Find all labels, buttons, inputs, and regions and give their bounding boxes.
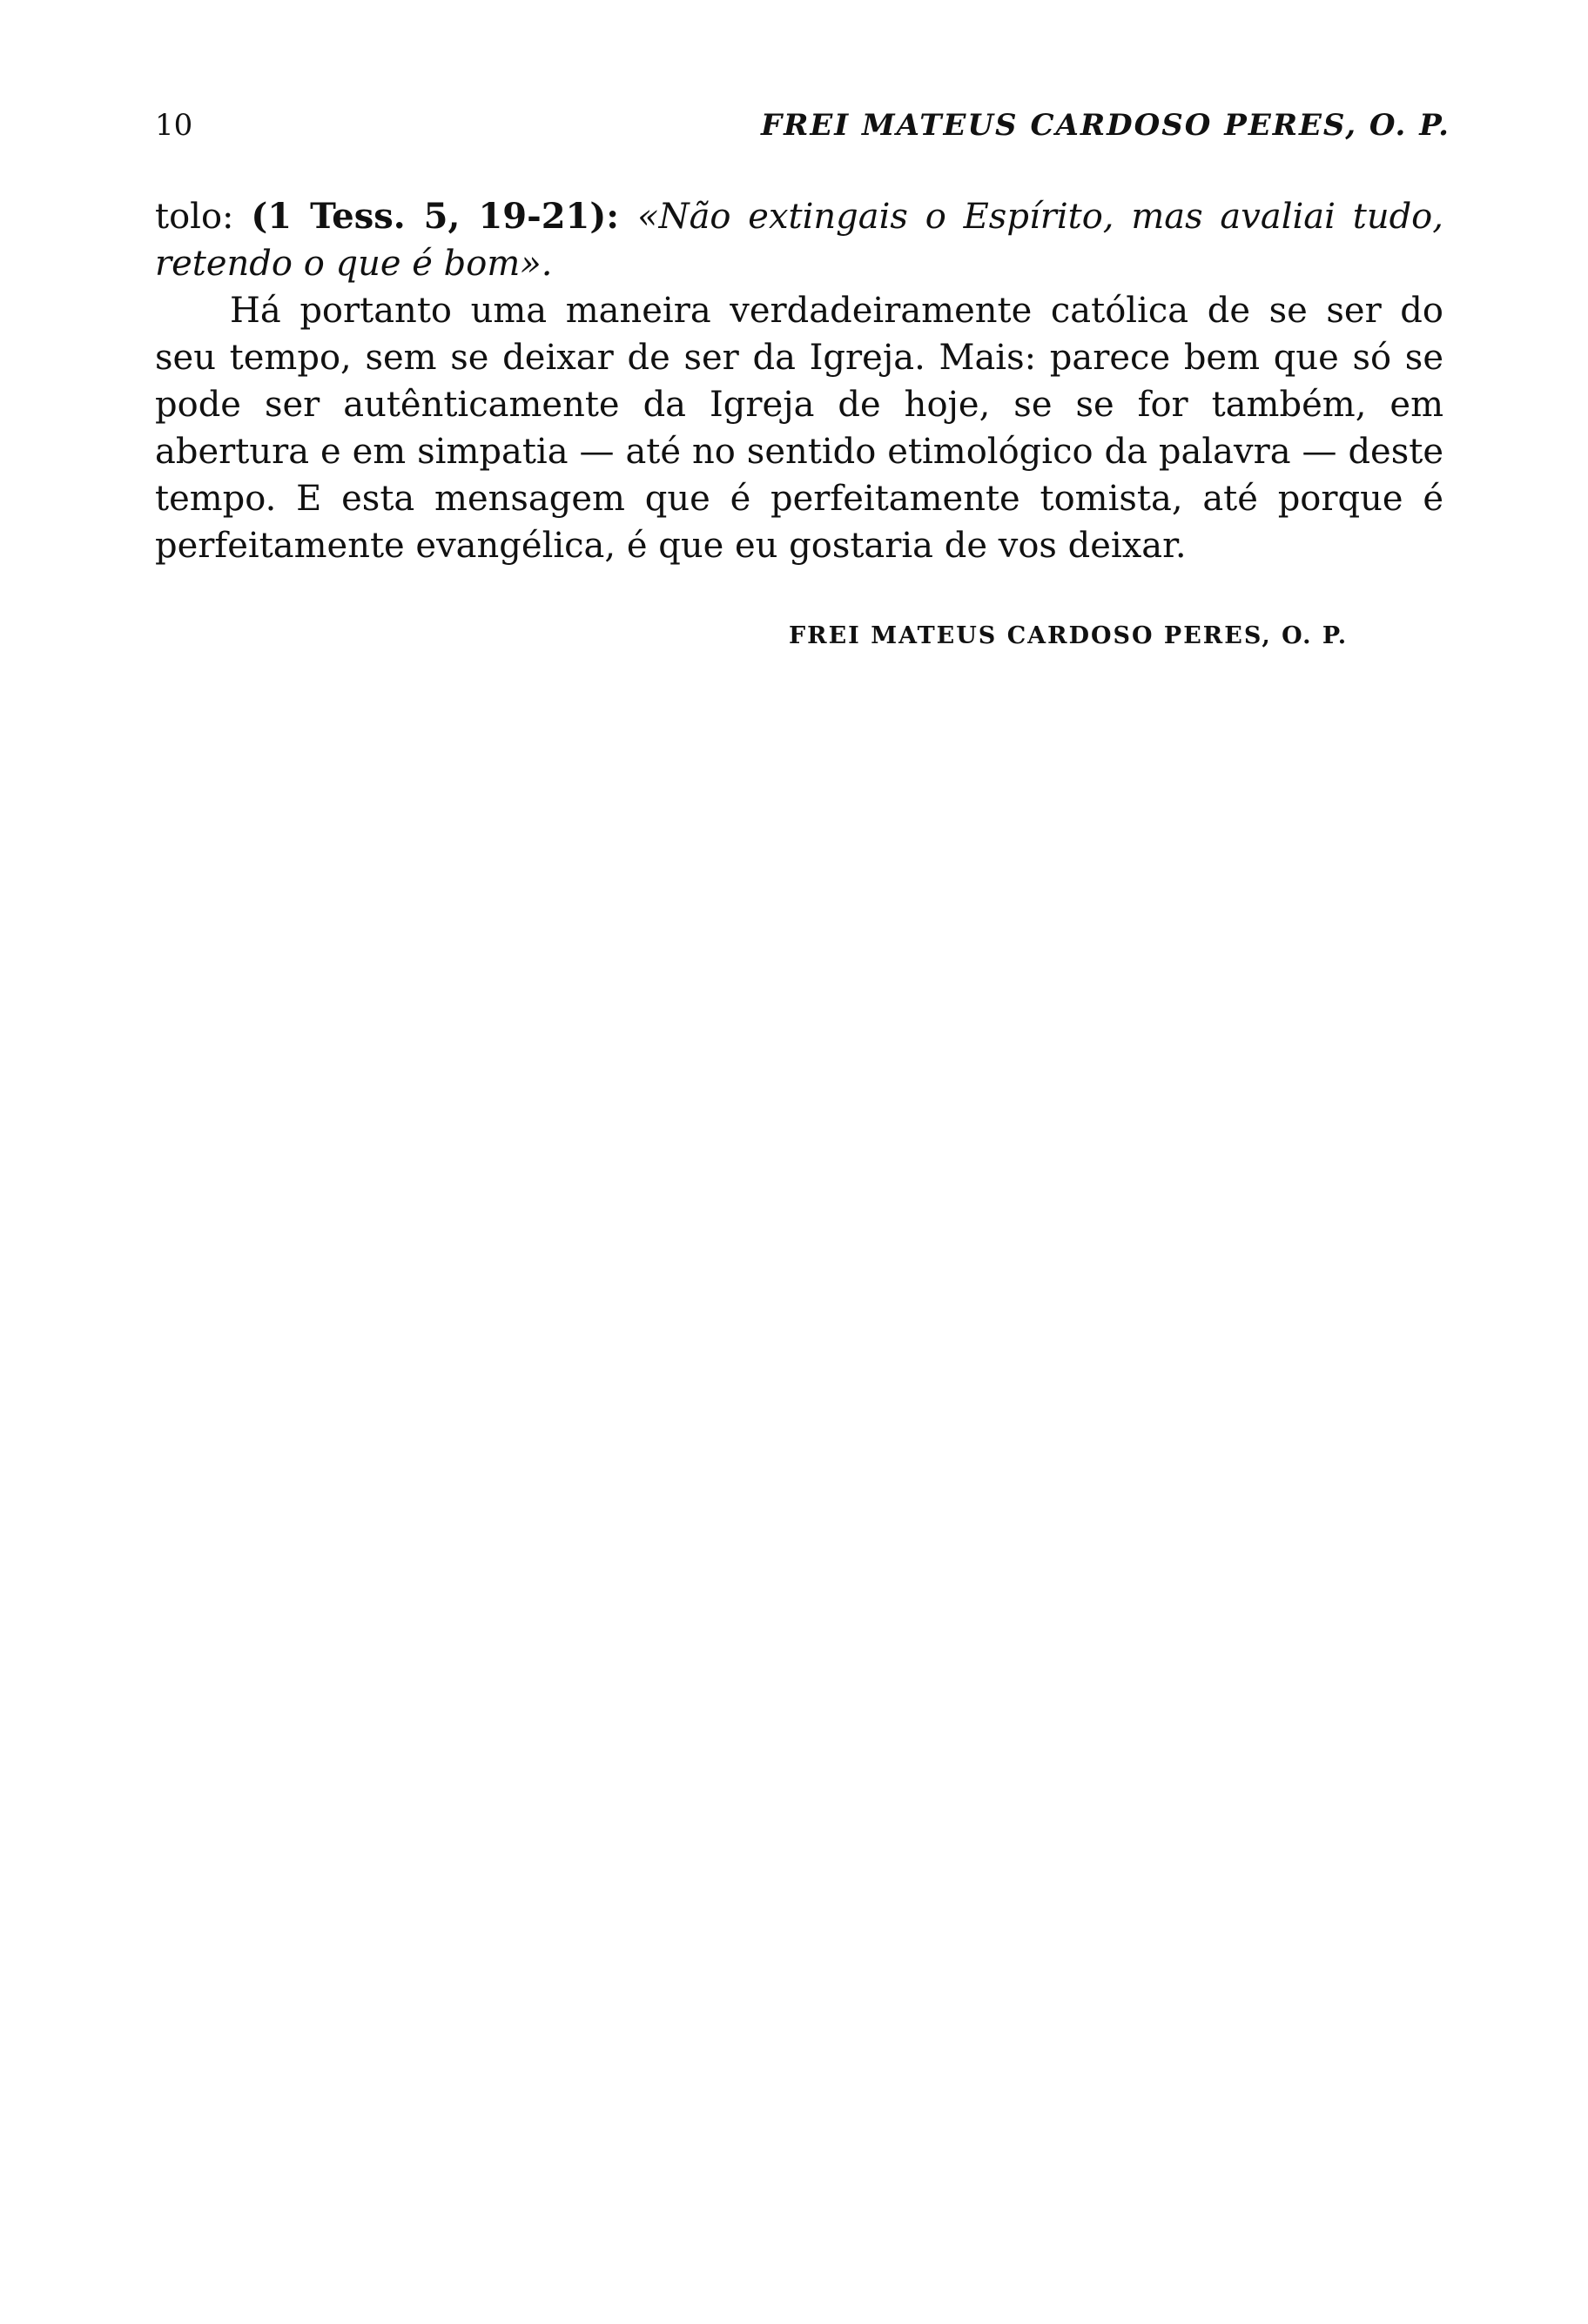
running-title: FREI MATEUS CARDOSO PERES, O. P. [760,108,1450,143]
paragraph-1-lead: tolo: [155,197,252,237]
scripture-reference: (1 Tess. 5, 19-21): [251,196,638,237]
running-head [155,108,1450,160]
scripture-quote: «Não extingais o Espírito, mas avaliai tudo, retendo o que é bom». [155,197,1443,284]
page-number: 10 [155,108,193,143]
author-signature: FREI MATEUS CARDOSO PERES, O. P. [789,622,1349,649]
paragraph-1 [155,193,1443,287]
body-text [155,193,1443,569]
paragraph-2: Há portanto uma maneira verdadeiramente católica de se ser do seu tempo, sem se deixar de ser da Igreja. Mais: parece bem que só se pode ser autênticamente da Igreja de hoje, se se for também, em abertura e em simpatia — até no sentido etimológico da palavra — deste tempo. E esta mensagem que é perfeitamente tomista, até porque é perfeitamente evangélica, é que eu gostaria de vos deixar. [155,291,1443,566]
